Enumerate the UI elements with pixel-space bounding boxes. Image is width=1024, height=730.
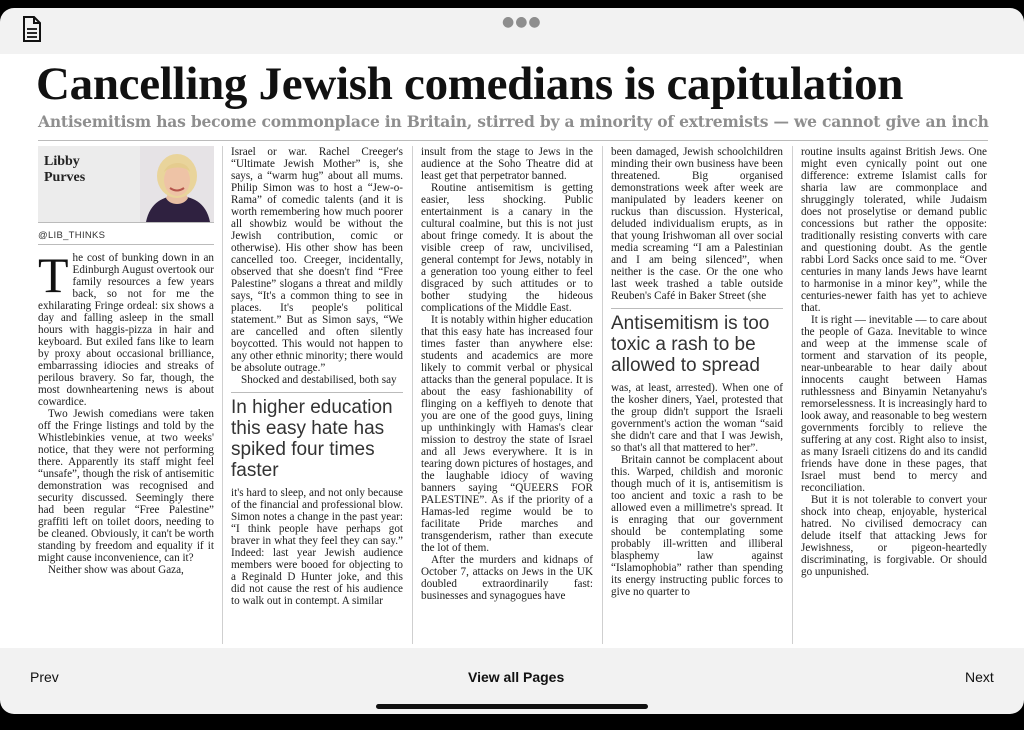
byline-box xyxy=(38,146,214,223)
column-3 xyxy=(421,146,593,602)
paragraph: Neither show was about Gaza, xyxy=(48,564,184,576)
author-handle: @LIB_THINKS xyxy=(38,230,106,241)
paragraph: insult from the stage to Jews in the audience at the Soho Theatre did at least get that perpetrator banned. xyxy=(421,146,593,182)
standfirst: Antisemitism has become commonplace in Britain, stirred by a minority of extremists — we cannot give an inch xyxy=(38,112,989,131)
column-5 xyxy=(801,146,987,578)
paragraph: It is right — inevitable — to care about the people of Gaza. Inevitable to wince and weep at the immense scale of torment and starvation of its people, near-unbearable to hear daily about innocents caught between Hamas ruthlessness and Binyamin Netanyahu's remorselessness. It is increasingly hard to look away, and reasonable to beg western governments forcibly to relieve the suffering at any cost. Right also to insist, as many Israeli citizens do and its candid friends have done in these pages, that Israel must bend to mercy and reconciliation. xyxy=(801,314,987,494)
paragraph: It is notably within higher education that this easy hate has increased four times faster than anywhere else: students and academics are more likely to commit verbal or physical attacks than the general populace. It is about the easy fashionability of flinging on a keffiyeh to denote that you are one of the good guys, lining up unthinkingly with Hamas's clear mission to destroy the state of Israel and all Jews everywhere. It is in tearing down pictures of hostages, and the laughable idiocy of waving banners saying “QUEERS FOR PALESTINE”. As if the priority of a Hamas-led regime would be to facilitate Pride marches and transgenderism, rather than execute the lot of them. xyxy=(421,314,593,554)
paragraph: been damaged, Jewish schoolchildren minding their own business have been threatened. Big organised demonstrations week after week are manipulated by leaders keener on ruckus than discussion. Hysterical, deluded individualism erupts, as in that young Irishwoman all over social media screaming “I am a Palestinian and I am being silenced”, when neither is the case. Or the one who last week trashed a table outside Reuben's Café in Baker Street (she xyxy=(611,146,783,302)
divider xyxy=(38,140,988,141)
column-1 xyxy=(38,247,214,576)
paragraph: After the murders and kidnaps of October 7, attacks on Jews in the UK doubled extraordinarily fast: businesses and synagogues have xyxy=(421,554,593,602)
column-divider xyxy=(412,146,413,644)
paragraph: But it is not tolerable to convert your shock into cheap, enjoyable, hysterical hatred. No civilised democracy can delude itself that attacking Jews for Jewishness, or pigeon-heartedly discriminating, is forgivable. Or should go unpunished. xyxy=(801,494,987,578)
prev-button[interactable]: Prev xyxy=(30,669,59,685)
column-divider xyxy=(222,146,223,644)
home-indicator[interactable] xyxy=(376,704,648,709)
dropcap: T xyxy=(38,247,69,303)
paragraph: it's hard to sleep, and not only because of the financial and professional blow. Simon notes a change in the past year: “I think people have perhaps got braver in what they feel they can say.” Indeed: last year Jewish audience members were booed for objecting to a Reginald D Hunter joke, and this did not cause the rest of his audience to walk out in contempt. A similar xyxy=(231,487,403,607)
paragraph: Two Jewish comedians were taken off the Fringe listings and told by the Whistlebinkies venue, at two weeks' notice, that they were not performing there. Apparently its staff might feel “unsafe”, though the risk of antisemitic demonstration was recognised and security discussed. Seemingly there had been regular “Free Palestine” graffiti left on toilet doors, needing to be cleaned. Obviously, it can't be worth standing by freedom and equality if it might cause inconvenience, can it? xyxy=(38,408,214,564)
paragraph: Israel or war. Rachel Creeger's “Ultimate Jewish Mother” is, she says, a “warm hug” about all mums. Philip Simon was to host a “Jew-o-Rama” of comedic talents (and it is worth remembering how much poorer all showbiz would be without the Jewish contribution, comic or otherwise). His other show has been cancelled too. Creeger, incidentally, observed that she doesn't find “Free Palestine” slogans a threat and mildly says, “It's a common thing to see in places. It's people's political statement.” But as Simon says, “We are cancelled and often silently boycotted. This would not happen to any other ethnic minority; there would be absolute outrage.” xyxy=(231,146,403,374)
paragraph: Britain cannot be complacent about this. Warped, childish and moronic though much of it is, antisemitism is too ancient and toxic a rash to be allowed even a millimetre's spread. It is enraging that our government should be contemplating some probably ill-written and illiberal blasphemy law against “Islamophobia” rather than spending its energy instructing public forces to give no quarter to xyxy=(611,454,783,598)
author-portrait xyxy=(140,146,214,222)
divider xyxy=(38,244,214,245)
column-divider xyxy=(792,146,793,644)
paragraph xyxy=(38,247,214,408)
bottom-navigation-bar xyxy=(0,648,1024,714)
paragraph: routine insults against British Jews. One might even cynically point out one difference: extreme Islamist calls for sharia law are commonplace and shruggingly tolerated, while Judaism does not proselytise or demand public concessions but rather the opposite: traditionally resisting converts with care and questioning doubt. As the gentle rabbi Lord Sacks once said to me. “Over centuries in many lands Jews have learnt to harmonise in a minor key”, while the centuries-newer faith has yet to achieve that. xyxy=(801,146,987,314)
paragraph: Shocked and destabilised, both say xyxy=(241,374,397,386)
author-first-name: Libby xyxy=(44,154,80,169)
pull-quote: Antisemitism is too toxic a rash to be allowed to spread xyxy=(611,308,783,376)
pull-quote: In higher education this easy hate has spiked four times faster xyxy=(231,392,403,481)
column-4 xyxy=(611,146,783,598)
column-2 xyxy=(231,146,403,607)
paragraph: Routine antisemitism is getting easier, less shocking. Public entertainment is a canary in the cultural coalmine, but this is not just about fringe comedy. It is about the visible creep of raw, uncivilised, general contempt for Jews, notably in a generation too young either to feel disgraced by such attitudes or to bother studying the hideous complications of the Middle East. xyxy=(421,182,593,314)
view-all-pages-button[interactable]: View all Pages xyxy=(468,669,565,685)
top-toolbar xyxy=(0,8,1024,54)
next-button[interactable]: Next xyxy=(965,669,994,685)
paragraph: was, at least, arrested). When one of the kosher diners, Yael, protested that the group didn't support the Israeli government's action the woman “said she didn't care and that I was Jewish, so that's all that mattered to her”. xyxy=(611,382,783,454)
column-divider xyxy=(602,146,603,644)
author-last-name: Purves xyxy=(44,170,86,185)
more-dots-icon[interactable]: ●●● xyxy=(502,14,542,30)
newspaper-page xyxy=(0,54,1024,648)
headline: Cancelling Jewish comedians is capitulation xyxy=(36,58,904,110)
document-icon[interactable] xyxy=(22,16,42,42)
paragraph-text: he cost of bunking down in an Edinburgh August overtook our family resources a few years back, so not for me the exhilarating Fringe ordeal: six shows a day and falling asleep in the small hours with haggis-pizza in hair and keyboard. But exiled fans like to learn by proxy about occasional brilliance, embarrassing idiocies and streaks of perilous bravery. So far, though, the most downheartening news is about cowardice. xyxy=(38,252,214,408)
author-name xyxy=(44,154,85,186)
